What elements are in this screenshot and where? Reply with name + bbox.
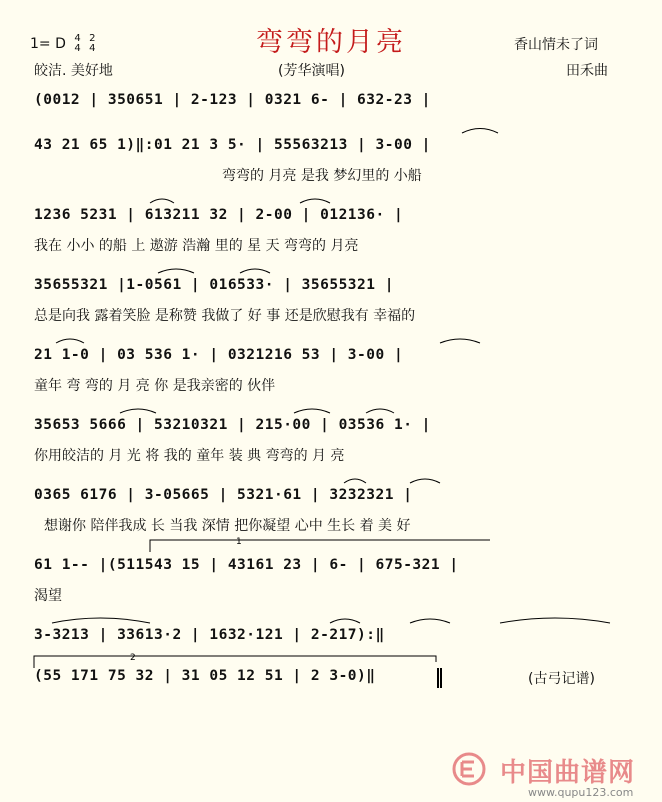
- slur: [330, 619, 360, 623]
- slur: [410, 619, 450, 623]
- lyrics-row-3: 我在 小小 的船 上 遨游 浩瀚 里的 星 天 弯弯的 月亮: [34, 238, 359, 254]
- slur: [300, 199, 330, 203]
- slur: [158, 269, 194, 273]
- notation-row-6: 35653 5666 | 53210321 | 215·00 | 03536 1· |: [34, 417, 431, 433]
- notation-row-4: 35655321 |1-0561 | 016533· | 35655321 |: [34, 277, 394, 293]
- notation-row-7: 0365 6176 | 3-05665 | 5321·61 | 3232321 |: [34, 487, 413, 503]
- lyrics-row-5: 童年 弯 弯的 月 亮 你 是我亲密的 伙伴: [34, 378, 276, 394]
- slur: [294, 409, 330, 413]
- slur: [344, 479, 366, 483]
- lyrics-row-6: 你用皎洁的 月 光 将 我的 童年 装 典 弯弯的 月 亮: [34, 448, 345, 464]
- lyrics-row-4: 总是向我 露着笑脸 是称赞 我做了 好 事 还是欣慰我有 幸福的: [34, 308, 416, 324]
- lyricist-credit: 香山情未了词: [514, 37, 598, 53]
- slur: [56, 339, 84, 343]
- slur: [410, 479, 440, 483]
- volta-label-2: 2: [130, 653, 136, 663]
- notation-row-1: (0012 | 350651 | 2-123 | 0321 6- | 632-23 |: [34, 92, 431, 108]
- slur: [150, 199, 174, 203]
- slur: [120, 409, 156, 413]
- key-label: 1= D: [30, 36, 66, 52]
- volta-label-1: 1: [236, 537, 242, 547]
- site-logo-icon: [452, 752, 486, 786]
- lyrics-row-2: 弯弯的 月亮 是我 梦幻里的 小船: [222, 168, 422, 184]
- final-barline: [438, 668, 441, 688]
- page-title: 弯弯的月亮: [256, 27, 406, 58]
- composer-credit: 田禾曲: [566, 63, 608, 79]
- transcriber-credit: (古弓记谱): [528, 671, 595, 687]
- notation-row-8: 61 1-- |(511543 15 | 43161 23 | 6- | 675-321 |: [34, 557, 459, 573]
- slur: [240, 269, 270, 273]
- time-signature-2: 2 4: [89, 33, 96, 54]
- notation-row-9: 3-3213 | 33613·2 | 1632·121 | 2-217):‖: [34, 627, 385, 643]
- watermark-site-name: 中国曲谱网: [500, 758, 636, 788]
- volta-bracket-2: [34, 656, 436, 668]
- slur: [52, 618, 150, 623]
- lyrics-row-7: 想谢你 陪伴我成 长 当我 深情 把你凝望 心中 生长 着 美 好: [44, 518, 411, 534]
- notation-row-2: 43 21 65 1)‖:01 21 3 5· | 55563213 | 3-00 |: [34, 137, 431, 153]
- notation-row-5: 21 1-0 | 03 536 1· | 0321216 53 | 3-00 |: [34, 347, 404, 363]
- time-signature-1: 4 4: [74, 33, 81, 54]
- notation-row-3: 1236 5231 | 613211 32 | 2-00 | 012136· |: [34, 207, 404, 223]
- expression-mark: 皎洁. 美好地: [34, 63, 113, 79]
- slur: [500, 618, 610, 623]
- slur: [366, 409, 394, 413]
- slur: [440, 339, 480, 343]
- watermark-url: www.qupu123.com: [528, 786, 634, 799]
- lyrics-row-8: 渴望: [34, 588, 62, 604]
- performer-credit: (芳华演唱): [278, 63, 345, 79]
- slur: [462, 129, 498, 134]
- notation-row-10: (55 171 75 32 | 31 05 12 51 | 2 3-0)‖: [34, 668, 376, 684]
- volta-bracket-1: [150, 540, 490, 552]
